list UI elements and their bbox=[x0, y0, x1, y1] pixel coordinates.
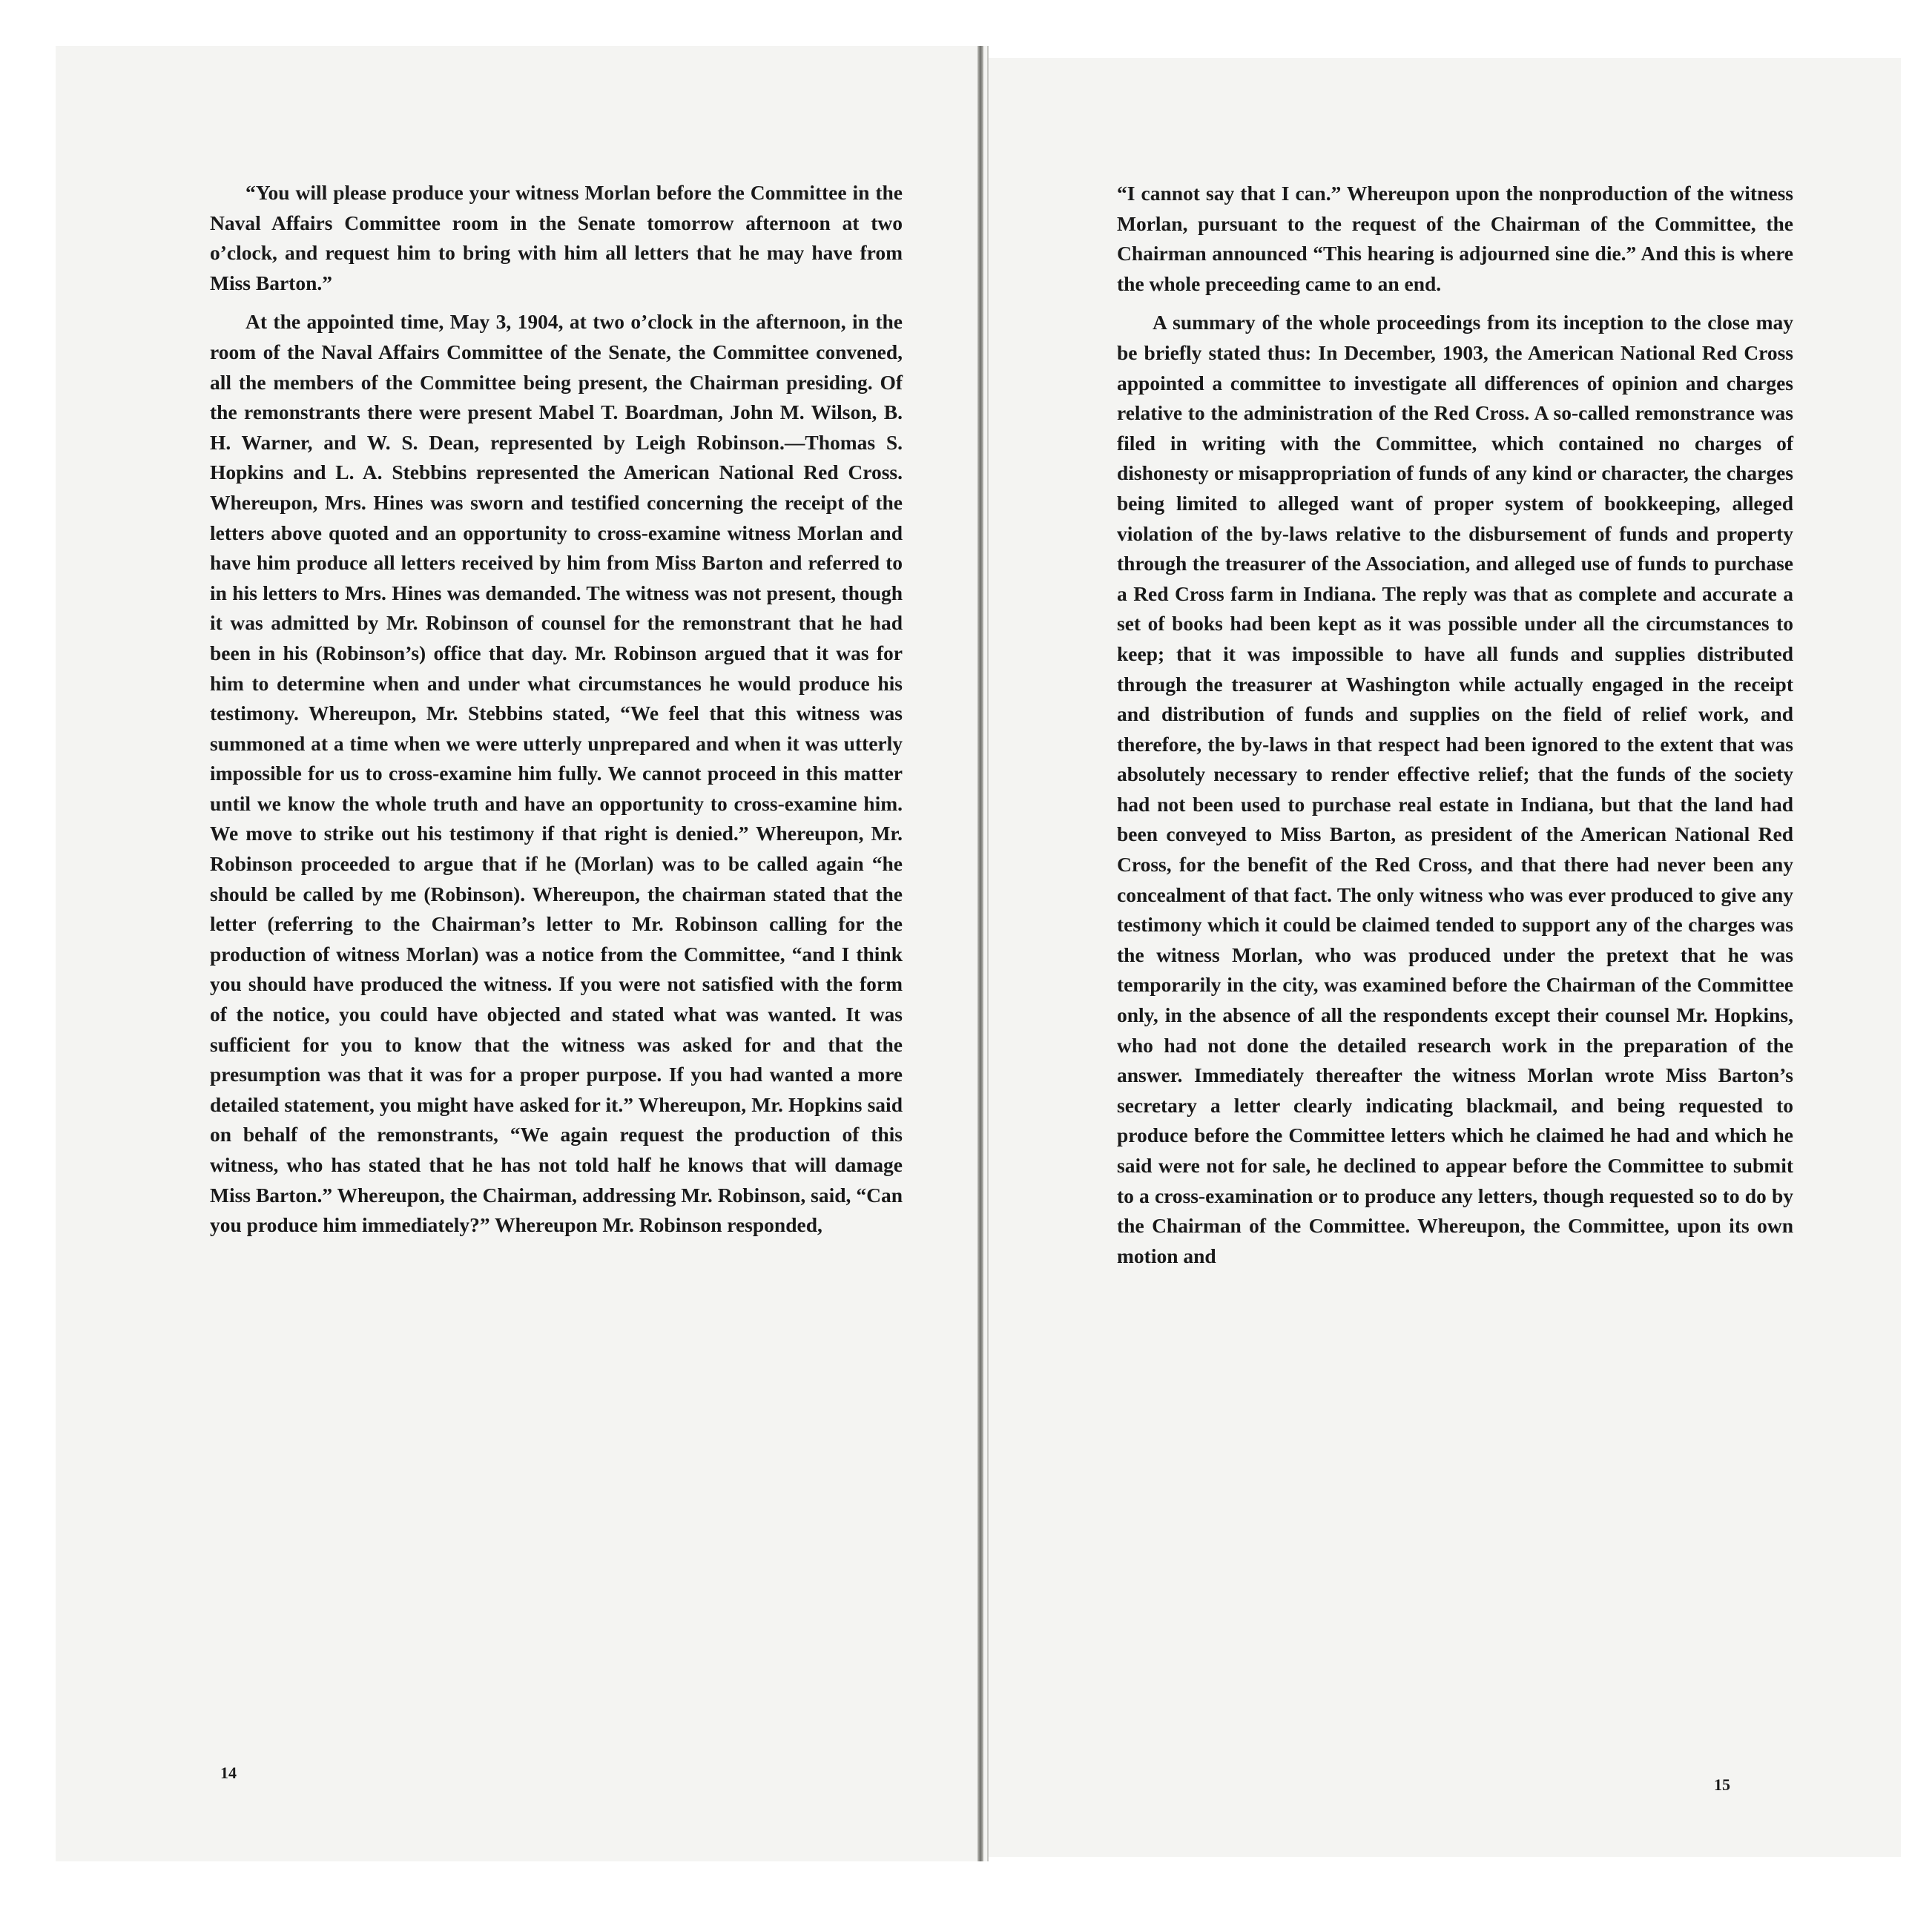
left-page bbox=[56, 46, 989, 1861]
page-number-left: 14 bbox=[220, 1763, 237, 1782]
left-page-text bbox=[210, 178, 903, 1250]
left-paragraph: “You will please produce your witness Morlan before the Committee in the Naval Affairs Committee room in the Senate tomorrow afternoon at two o’clock, and request him to bring with him all letters that he may have from Miss Barton.” bbox=[210, 181, 903, 294]
page-number-right: 15 bbox=[1714, 1775, 1730, 1794]
right-page-text bbox=[1117, 179, 1793, 1280]
left-paragraph: At the appointed time, May 3, 1904, at two o’clock in the afternoon, in the room of the Naval Affairs Committee of the Senate, the Committee convened, all the members of the Committee being present, the Chairman presiding. Of the remonstrants there were present Mabel T. Boardman, John M. Wilson, B. H. Warner, and W. S. Dean, represented by Leigh Robinson.—Thomas S. Hopkins and L. A. Stebbins represented the American National Red Cross. Whereupon, Mrs. Hines was sworn and testified concerning the receipt of the letters above quoted and an opportunity to cross-examine witness Morlan and have him produce all letters received by him from Miss Barton and referred to in his letters to Mrs. Hines was demanded. The witness was not present, though it was admitted by Mr. Robinson of counsel for the remonstrant that he had been in his (Robinson’s) office that day. Mr. Robinson argued that it was for him to determine when and under what circumstances he would produce his testimony. Whereupon, Mr. Stebbins stated, “We feel that this witness was summoned at a time when we were utterly unprepared and when it was utterly impossible for us to cross-examine him fully. We cannot proceed in this matter until we know the whole truth and have an opportunity to cross-examine him. We move to strike out his testimony if that right is denied.” Whereupon, Mr. Robinson proceeded to argue that if he (Morlan) was to be called again “he should be called by me (Robinson). Whereupon, the chairman stated that the letter (referring to the Chairman’s letter to Mr. Robinson calling for the production of witness Morlan) was a notice from the Committee, “and I think you should have produced the witness. If you were not satisfied with the form of the notice, you could have objected and stated what was wanted. It was sufficient for you to know that the witness was asked for and that the presumption was that it was for a proper purpose. If you had wanted a more detailed statement, you might have asked for it.” Whereupon, Mr. Hopkins said on behalf of the remonstrants, “We again request the production of this witness, who has stated that he has not told half he knows that will damage Miss Barton.” Whereupon, the Chairman, addressing Mr. Robinson, said, “Can you produce him immediately?” Whereupon Mr. Robinson responded, bbox=[210, 310, 903, 1237]
right-page bbox=[989, 58, 1901, 1857]
right-paragraph: A summary of the whole proceedings from its inception to the close may be briefly stated thus: In December, 1903, the American National Red Cross appointed a committee to investigate all differences of opinion and charges relative to the administration of the Red Cross. A so-called remonstrance was filed in writing with the Committee, which contained no charges of dishonesty or misappropriation of funds of any kind or character, the charges being limited to alleged want of proper system of bookkeeping, alleged violation of the by-laws relative to the disbursement of funds and property through the treasurer of the Association, and alleged use of funds to purchase a Red Cross farm in Indiana. The reply was that as complete and accurate a set of books had been kept as it was possible under all the circumstances to keep; that it was impossible to have all funds and supplies distributed through the treasurer at Washington while actually engaged in the receipt and distribution of funds and supplies on the field of relief work, and therefore, the by-laws in that respect had been ignored to the extent that was absolutely necessary to render effective relief; that the funds of the society had not been used to purchase real estate in Indiana, but that the land had been conveyed to Miss Barton, as president of the American National Red Cross, for the benefit of the Red Cross, and that there had never been any concealment of that fact. The only witness who was ever produced to give any testimony which it could be claimed tended to support any of the charges was the witness Morlan, who was produced under the pretext that he was temporarily in the city, was examined before the Chairman of the Committee only, in the absence of all the respondents except their counsel Mr. Hopkins, who had not done the detailed research work in the preparation of the answer. Immediately thereafter the witness Morlan wrote Miss Barton’s secretary a letter clearly indicating blackmail, and being requested to produce before the Committee letters which he claimed he had and which he said were not for sale, he declined to appear before the Committee to submit to a cross-examination or to produce any letters, though requested so to do by the Chairman of the Committee. Whereupon, the Committee, upon its own motion and bbox=[1117, 311, 1793, 1267]
book-spine bbox=[977, 46, 983, 1861]
right-paragraph: “I cannot say that I can.” Whereupon upon the nonproduction of the witness Morlan, pursuant to the request of the Chairman of the Committee, the Chairman announced “This hearing is adjourned sine die.” And this is where the whole preceeding came to an end. bbox=[1117, 182, 1793, 295]
